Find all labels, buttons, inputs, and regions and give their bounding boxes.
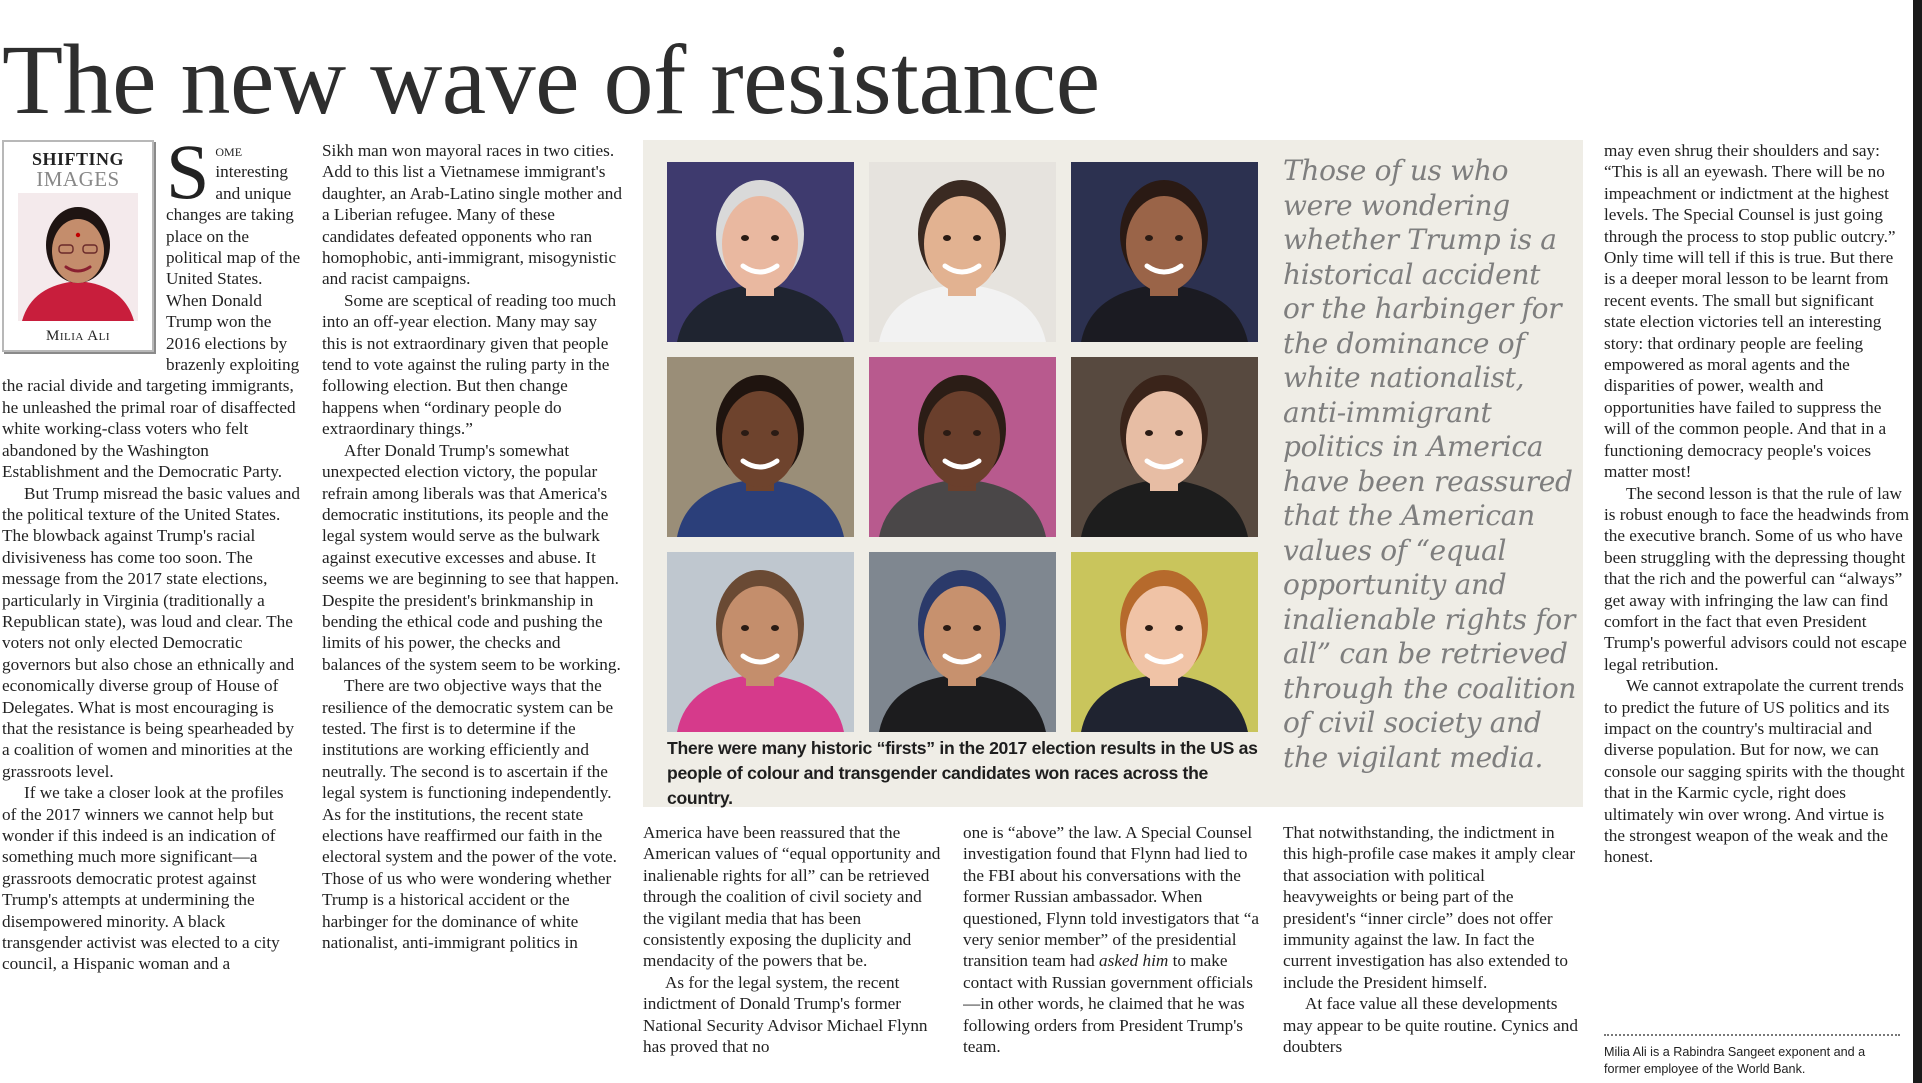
paragraph: We cannot extrapolate the current trends to predict the future of US politics and its impact on the country's multiracial and diverse population. But for now, we can console our sagging spirits with the thought that in the Karmic cycle, right does ultimately win over wrong. And virtue is the strongest weapon of the weak and the honest.	[1604, 676, 1905, 867]
candidate-portrait	[869, 162, 1056, 342]
candidate-portrait	[1071, 162, 1258, 342]
column-title-line1: SHIFTING	[31, 149, 125, 169]
candidate-portrait	[1071, 552, 1258, 732]
column-2	[322, 140, 622, 1083]
paragraph: There are two objective ways that the resilience of the democratic system can be tested. The first is to determine if the institutions are working efficiently and neutrally. The second is to ascertain if the legal system is functioning independently. As for the institutions, the recent state elections have reaffirmed our faith in the electoral system and the power of the vote. Those of us who were wondering whether Trump is a historical accident or the harbinger for the dominance of white nationalist, anti-immigrant politics in	[322, 676, 617, 953]
author-name: Milia Ali	[46, 328, 110, 344]
page-edge	[1913, 0, 1922, 1083]
paragraph: As for the legal system, the recent indictment of Donald Trump's former National Security Advisor Michael Flynn has proved that no	[643, 972, 928, 1057]
author-bio: Milia Ali is a Rabindra Sangeet exponent and a former employee of the World Bank.	[1604, 1045, 1866, 1076]
paragraph-continued: may even shrug their shoulders and say: “This is all an eyewash. There will be no impeachment or indictment at the highest levels. The Special Counsel is just going through the process to stop public outcry.” Only time will tell if this is true. But there is a deeper moral lesson to be learnt from recent events. The small but significant state election victories tell an interesting story: that ordinary people are feeling empowered as moral agents and the disparities of power, wealth and opportunities have failed to suppress the will of the common people. And that in a functioning democracy people's voices matter most!	[1604, 141, 1896, 482]
paragraph: Some are sceptical of reading too much into an off-year election. Many may say this is not extraordinary given that people tend to vote against the ruling party in the following election. But then change happens when “ordinary people do extraordinary things.”	[322, 290, 617, 439]
author-portrait-image	[18, 193, 138, 321]
columnist-box	[2, 140, 154, 352]
candidate-portrait	[667, 552, 854, 732]
paragraph-continued: That notwithstanding, the indictment in this high-profile case makes it amply clear that association with political heavyweights or being part of the president's “inner circle” does not offer immunity against the law. In fact the current investigation has also extended to include the President himself.	[1283, 823, 1576, 992]
pull-quote: Those of us who were wondering whether Trump is a historical accident or the harbinger for the dominance of white nationalist, anti-immigrant politics in America have been reassured that the American values of “equal opportunity and inalienable rights for all” can be retrieved through the coalition of civil society and the vigilant media.	[1283, 154, 1577, 774]
paragraph-continued	[963, 822, 1263, 1057]
candidate-portrait	[667, 357, 854, 537]
column-3	[643, 822, 943, 1083]
paragraph: The second lesson is that the rule of law is robust enough to face the headwinds from the executive branch. Some of us who have been struggling with the depressing thought that the rich and the powerful can “always” get away with infringing the law can find comfort in the fact that even President Trump's powerful advisors could not escape legal retribution.	[1604, 483, 1909, 674]
bio-divider	[1604, 1034, 1900, 1036]
text-run: one is “above” the law. A Special Counsel investigation found that Flynn had lied to the FBI about his conversations with the former Russian ambassador. When questioned, Flynn told investigators that “a very senior member” of the presidential transition team had	[963, 823, 1259, 971]
candidate-portrait	[667, 162, 854, 342]
candidate-portrait	[1071, 357, 1258, 537]
author-photo	[18, 193, 138, 321]
italic-text: asked him	[1099, 951, 1169, 971]
paragraph-continued: America have been reassured that the American values of “equal opportunity and inalienable rights for all” can be retrieved through the coalition of civil society and the vigilant media that has been consistently exposing the duplicity and mendacity of the powers that be.	[643, 823, 941, 971]
photo-panel	[643, 140, 1583, 807]
headline: The new wave of resistance	[2, 24, 1100, 135]
column-4	[963, 822, 1263, 1083]
paragraph: If we take a closer look at the profiles of the 2017 winners we cannot help but wonder if this indeed is an indication of something much more significant—a grassroots democratic protest against Trump's attempts at undermining the disempowered minority. A black transgender activist was elected to a city council, a Hispanic woman and a	[2, 783, 284, 974]
paragraph: At face value all these developments may appear to be quite routine. Cynics and doubters	[1283, 994, 1578, 1057]
candidate-portrait	[869, 357, 1056, 537]
paragraph: After Donald Trump's somewhat unexpected election victory, the popular refrain among liberals was that America's democratic institutions, its people and the legal system would serve as the bulwark against executive excesses and abuse. It seems we are beginning to see that happen. Despite the president's brinkmanship in bending the ethical code and pushing the limits of his power, the checks and balances of the system seem to be working.	[322, 440, 621, 674]
paragraph: But Trump misread the basic values and the political texture of the United States. The blowback against Trump's racial divisiveness has come too soon. The message from the 2017 state elections, particularly in Virginia (traditionally a Republican state), was loud and clear. The voters not only elected Democratic governors but also chose an ethnically and economically diverse group of House of Delegates. What is most encouraging is that the resistance is being spearheaded by a coalition of women and minorities at the grassroots level.	[2, 483, 300, 781]
column-1	[2, 140, 302, 1083]
opening-smallcaps: ome	[215, 141, 243, 160]
candidate-portrait	[869, 552, 1056, 732]
photo-caption: There were many historic “firsts” in the 2017 election results in the US as people of colour and transgender candidates won races across the country.	[667, 738, 1258, 808]
column-6	[1604, 140, 1909, 1026]
column-5	[1283, 822, 1583, 1083]
paragraph-continued: Sikh man won mayoral races in two cities. Add to this list a Vietnamese immigrant's daughter, an Arab-Latino single mother and a Liberian refugee. Many of these candidates defeated opponents who ran homophobic, anti-immigrant, misogynistic and racist campaigns.	[322, 141, 622, 289]
opening-text: interesting and unique changes are taking place on the political map of the United States. When Donald Trump won the 2016 elections by brazenly exploiting the racial divide and targeting immigrants, he unleashed the primal roar of disaffected white working-class voters who felt abandoned by the Washington Establishment and the Democratic Party.	[2, 162, 301, 482]
text-run: to make contact with Russian government officials—in other words, he claimed that he was following orders from President Trump's team.	[963, 951, 1253, 1057]
column-title-line2: IMAGES	[36, 167, 120, 191]
drop-cap: S	[166, 140, 210, 215]
portrait-grid	[667, 162, 1257, 732]
